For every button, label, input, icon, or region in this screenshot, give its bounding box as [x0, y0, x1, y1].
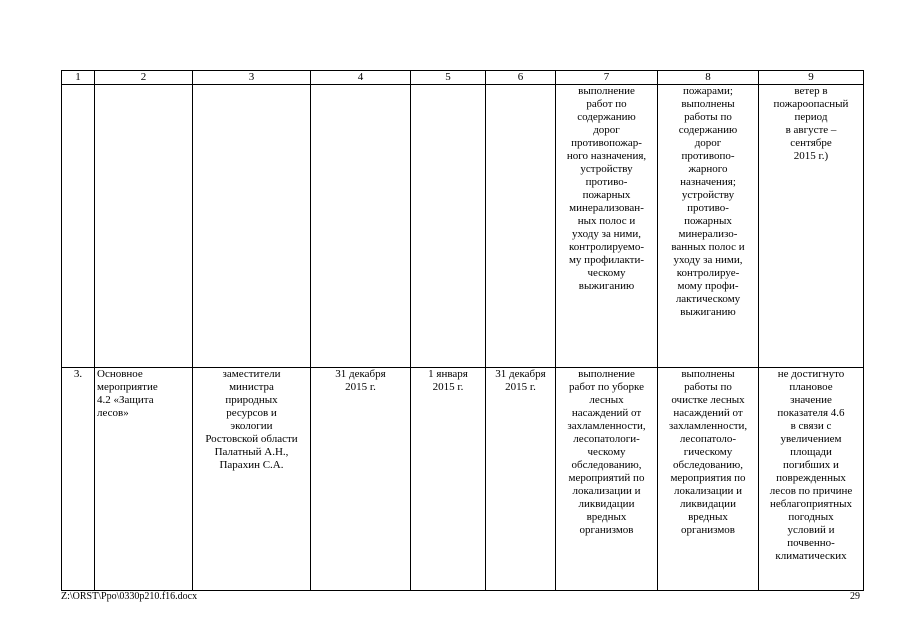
- table-cell: [411, 85, 486, 368]
- table-cell: не достигнуто плановое значение показателя 4.6 в связи с увеличением площади погибших и поврежденных лесов по причине неблагоприятных погодных условий и почвенно- климатических: [759, 368, 864, 591]
- table-cell: пожарами; выполнены работы по содержанию дорог противопо- жарного назначения; устройству противо- пожарных минерализо- ванных полос и уходу за ними, контролируе- мому профи- лактическому выжиганию: [658, 85, 759, 368]
- table-cell: 31 декабря 2015 г.: [486, 368, 556, 591]
- column-number-3: 3: [193, 71, 311, 85]
- table-cell: [311, 85, 411, 368]
- table-cell: выполнение работ по уборке лесных насаждений от захламленности, лесопатологи- ческому обследованию, мероприятий по локализации и ликвидации вредных организмов: [556, 368, 658, 591]
- table-cell: 31 декабря 2015 г.: [311, 368, 411, 591]
- table-cell: выполнены работы по очистке лесных насаждений от захламленности, лесопатоло- гическому обследованию, мероприятия по локализации и ликвидации вредных организмов: [658, 368, 759, 591]
- column-number-4: 4: [311, 71, 411, 85]
- table-header-row: [62, 71, 864, 85]
- table-cell: 3.: [62, 368, 95, 591]
- table-cell: [95, 85, 193, 368]
- column-number-7: 7: [556, 71, 658, 85]
- column-number-2: 2: [95, 71, 193, 85]
- table-row: [62, 368, 864, 591]
- table-cell: [193, 85, 311, 368]
- footer-file-path: Z:\ORST\Ppo\0330p210.f16.docx: [61, 591, 198, 602]
- report-table: [61, 70, 864, 591]
- column-number-9: 9: [759, 71, 864, 85]
- column-number-5: 5: [411, 71, 486, 85]
- page-number: 29: [850, 591, 860, 602]
- table-cell: Основное мероприятие 4.2 «Защита лесов»: [95, 368, 193, 591]
- column-number-1: 1: [62, 71, 95, 85]
- table-cell: ветер в пожароопасный период в августе – сентябре 2015 г.): [759, 85, 864, 368]
- table-row: [62, 85, 864, 368]
- column-number-6: 6: [486, 71, 556, 85]
- table-cell: выполнение работ по содержанию дорог противопожар- ного назначения, устройству противо- пожарных минерализован- ных полос и уходу за ними, контролируемо- му профилакти- ческому выжиганию: [556, 85, 658, 368]
- column-number-8: 8: [658, 71, 759, 85]
- table-cell: [62, 85, 95, 368]
- table-cell: заместители министра природных ресурсов и экологии Ростовской области Палатный А.Н., Парахин С.А.: [193, 368, 311, 591]
- table-cell: [486, 85, 556, 368]
- table-cell: 1 января 2015 г.: [411, 368, 486, 591]
